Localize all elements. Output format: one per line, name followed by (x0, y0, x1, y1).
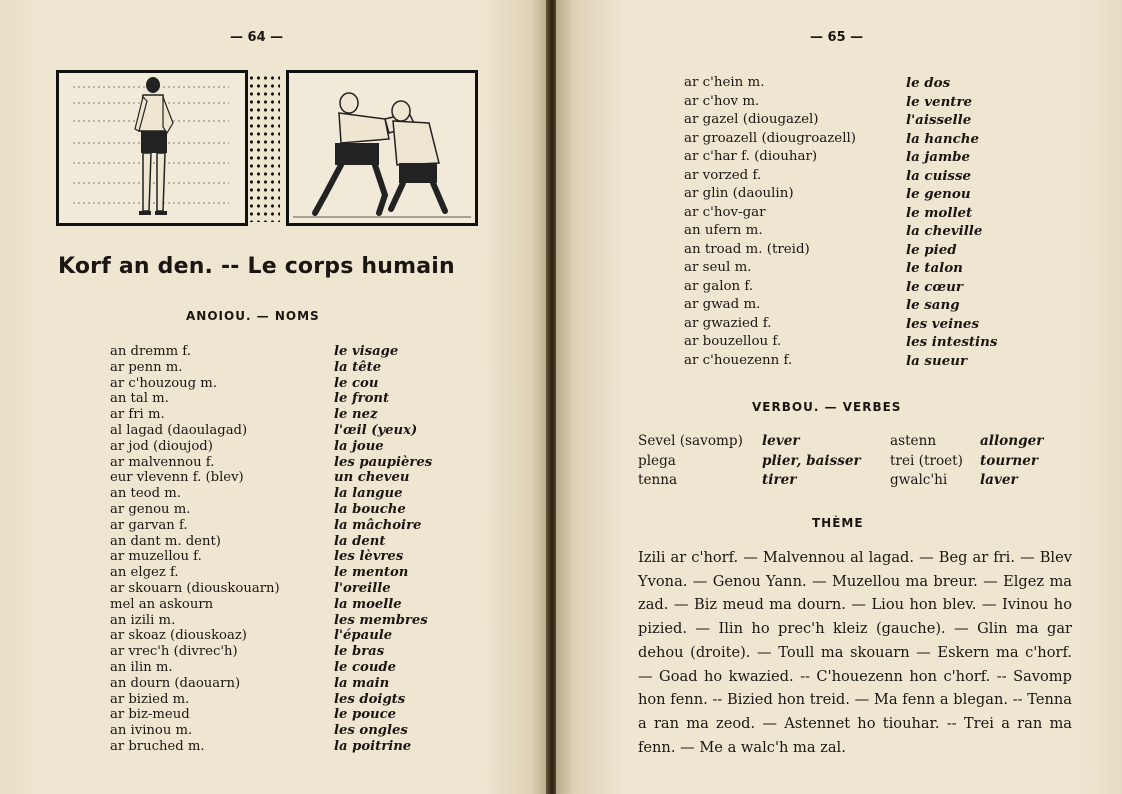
list-item: ar bizied m. les doigts (110, 691, 406, 707)
list-item: an teod m. la langue (110, 486, 403, 502)
page-number: — 64 — (230, 30, 284, 45)
figure-standing-man (56, 70, 248, 226)
list-item: ar malvennou f. les paupières (110, 454, 433, 470)
list-item: an dremm f. le visage (110, 344, 399, 359)
list-item: ar c'houezenn f. la sueur (684, 352, 968, 369)
table-row: plega plier, baisser trei (troet) tourner (638, 452, 1039, 469)
list-item: ar garvan f. la mâchoire (110, 517, 422, 533)
figure-wrestlers (286, 70, 478, 226)
list-item: ar genou m. la bouche (110, 501, 406, 517)
illustration (56, 70, 476, 226)
list-item: ar groazell (diougroazell) la hanche (684, 130, 979, 147)
theme-heading: THÈME (812, 516, 864, 530)
list-item: an dant m. dent) la dent (110, 533, 386, 549)
list-item: ar muzellou f. les lèvres (110, 549, 404, 565)
list-item: ar gwazied f. les veines (684, 315, 979, 332)
nouns-heading: ANOIOU. — NOMS (186, 309, 320, 323)
list-item: an ilin m. le coude (110, 659, 397, 675)
verbs-heading: VERBOU. — VERBES (752, 400, 902, 414)
list-item: ar c'hein m. le dos (684, 75, 951, 91)
list-item: ar bruched m. la poitrine (110, 738, 412, 754)
page-number: — 65 — (810, 30, 864, 45)
left-page (0, 0, 548, 794)
list-item: an ivinou m. les ongles (110, 723, 408, 739)
list-item: ar penn m. la tête (110, 359, 382, 375)
list-item: al lagad (daoulagad) l'œil (yeux) (110, 422, 418, 438)
list-item: mel an askourn la moelle (110, 596, 402, 612)
list-item: ar skouarn (diouskouarn) l'oreille (110, 580, 391, 596)
list-item: ar gwad m. le sang (684, 297, 960, 313)
list-item: an dourn (daouarn) la main (110, 675, 390, 691)
list-item: an ufern m. la cheville (684, 223, 983, 239)
list-item: an tal m. le front (110, 391, 390, 407)
dotted-divider (248, 74, 280, 222)
list-item: ar fri m. le nez (110, 407, 378, 423)
list-item: ar gazel (diougazel) l'aisselle (684, 112, 972, 128)
list-item: ar vrec'h (divrec'h) le bras (110, 644, 385, 660)
list-item: eur vlevenn f. (blev) un cheveu (110, 470, 410, 486)
page-title: Korf an den. -- Le corps humain (58, 254, 455, 279)
list-item: ar skoaz (diouskoaz) l'épaule (110, 628, 393, 644)
list-item: ar jod (dioujod) la joue (110, 438, 384, 454)
list-item: ar vorzed f. la cuisse (684, 167, 971, 184)
list-item: ar c'houzoug m. le cou (110, 375, 379, 391)
list-item: an elgez f. le menton (110, 565, 409, 581)
list-item: ar c'hov-gar le mollet (684, 204, 973, 221)
list-item: an izili m. les membres (110, 612, 428, 628)
list-item: ar c'hov m. le ventre (684, 93, 973, 110)
table-row: Sevel (savomp) lever astenn allonger (638, 433, 1044, 449)
vocabulary-list-left (110, 344, 450, 755)
list-item: ar c'har f. (diouhar) la jambe (684, 149, 970, 165)
verbs-table (638, 432, 1078, 491)
list-item: ar glin (daoulin) le genou (684, 186, 971, 202)
theme-paragraph: Izili ar c'horf. — Malvennou al lagad. — Beg ar fri. — Blev Yvona. — Genou Yann. — Muzellou ma breur. — Elgez ma zad. — Biz meud ma dourn. — Liou hon blev. — Ivinou ho pizied. — Ilin ho prec'h kleiz (gauche). — Glin ma gar dehou (droite). — Toull ma skouarn — Eskern ma c'horf. — Goad ho kwazied. -- C'houezenn hon c'horf. -- Savomp hon fenn. -- Bizied hon treid. — Ma fenn a blegan. -- Tenna a ran ma zeod. — Astennet ho tiouhar. -- Trei a ran ma fenn. — Me a walc'h ma zal. (638, 549, 1072, 756)
vocabulary-list-right (684, 74, 1024, 370)
list-item: an troad m. (treid) le pied (684, 241, 957, 258)
list-item: ar galon f. le cœur (684, 278, 963, 295)
list-item: ar biz-meud le pouce (110, 707, 397, 723)
list-item: ar seul m. le talon (684, 260, 963, 276)
table-row: tenna tirer gwalc'hi laver (638, 472, 1018, 488)
list-item: ar bouzellou f. les intestins (684, 334, 998, 350)
